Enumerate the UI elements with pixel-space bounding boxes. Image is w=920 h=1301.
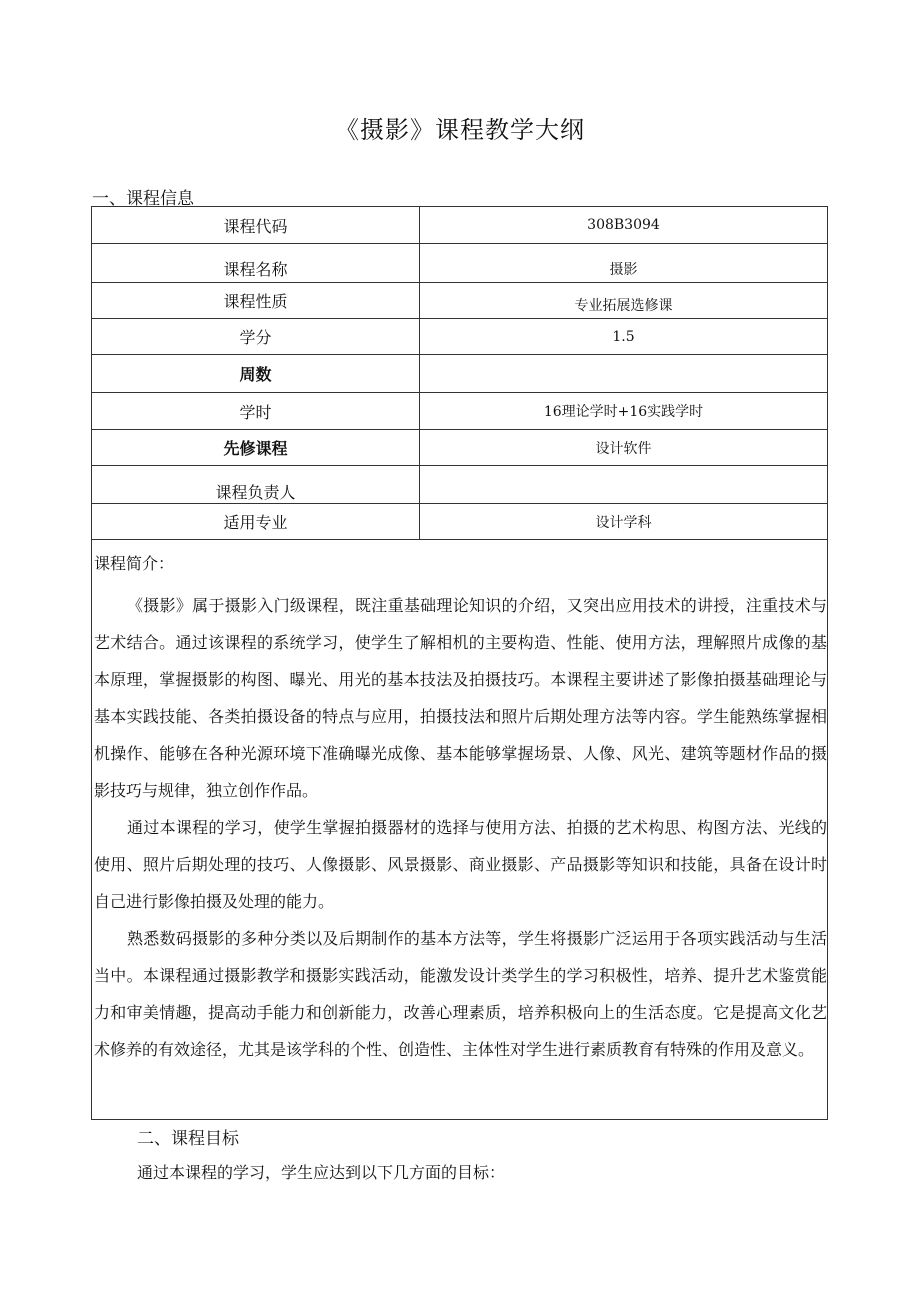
course-intro-box (91, 539, 828, 1120)
row-label-prerequisites: 先修课程 (92, 430, 420, 466)
row-label-weeks: 周数 (92, 355, 420, 393)
row-label-hours: 学时 (92, 393, 420, 430)
intro-paragraph-1: 《摄影》属于摄影入门级课程，既注重基础理论知识的介绍，又突出应用技术的讲授，注重技术与艺术结合。通过该课程的系统学习，使学生了解相机的主要构造、性能、使用方法，理解照片成像的基本原理，掌握摄影的构图、曝光、用光的基本技法及拍摄技巧。本课程主要讲述了影像拍摄基础理论与基本实践技能、各类拍摄设备的特点与应用，拍摄技法和照片后期处理方法等内容。学生能熟练掌握相机操作、能够在各种光源环境下准确曝光成像、基本能够掌握场景、人像、风光、建筑等题材作品的摄影技巧与规律，独立创作作品。 (94, 596, 827, 800)
row-label-course-code: 课程代码 (92, 207, 420, 244)
course-info-table (91, 206, 828, 540)
row-value-course-nature: 专业拓展选修课 (420, 283, 828, 319)
table-row (92, 504, 828, 540)
section-heading-course-goals: 二、课程目标 (137, 1129, 239, 1149)
row-value-hours: 16理论学时+16实践学时 (420, 393, 828, 430)
intro-paragraph-3: 熟悉数码摄影的多种分类以及后期制作的基本方法等，学生将摄影广泛运用于各项实践活动与生活当中。本课程通过摄影教学和摄影实践活动，能激发设计类学生的学习积极性，培养、提升艺术鉴赏能力和审美情趣，提高动手能力和创新能力，改善心理素质，培养积极向上的生活态度。它是提高文化艺术修养的有效途径，尤其是该学科的个性、创造性、主体性对学生进行素质教育有特殊的作用及意义。 (94, 929, 827, 1059)
row-label-course-leader: 课程负责人 (92, 466, 420, 504)
row-value-applicable-major: 设计学科 (420, 504, 828, 540)
table-row (92, 430, 828, 466)
row-value-course-leader (420, 466, 828, 504)
row-label-credits: 学分 (92, 319, 420, 355)
table-row (92, 244, 828, 283)
course-goals-intro: 通过本课程的学习，学生应达到以下几方面的目标： (137, 1163, 506, 1182)
section-heading-course-info: 一、课程信息 (92, 189, 194, 209)
table-row (92, 393, 828, 430)
row-label-applicable-major: 适用专业 (92, 504, 420, 540)
row-value-weeks (420, 355, 828, 393)
row-label-course-name: 课程名称 (92, 244, 420, 283)
row-value-credits: 1.5 (420, 319, 828, 355)
row-value-prerequisites: 设计软件 (420, 430, 828, 466)
intro-paragraph-2: 通过本课程的学习，使学生掌握拍摄器材的选择与使用方法、拍摄的艺术构思、构图方法、光线的使用、照片后期处理的技巧、人像摄影、风景摄影、商业摄影、产品摄影等知识和技能，具备在设计时自己进行影像拍摄及处理的能力。 (94, 818, 827, 911)
row-value-course-name: 摄影 (420, 244, 828, 283)
row-value-course-code: 308B3094 (420, 207, 828, 244)
table-row (92, 466, 828, 504)
table-row (92, 355, 828, 393)
course-intro-label: 课程简介： (94, 554, 175, 573)
table-row (92, 283, 828, 319)
page-title: 《摄影》课程教学大纲 (335, 116, 585, 144)
row-label-course-nature: 课程性质 (92, 283, 420, 319)
table-row (92, 207, 828, 244)
table-row (92, 319, 828, 355)
